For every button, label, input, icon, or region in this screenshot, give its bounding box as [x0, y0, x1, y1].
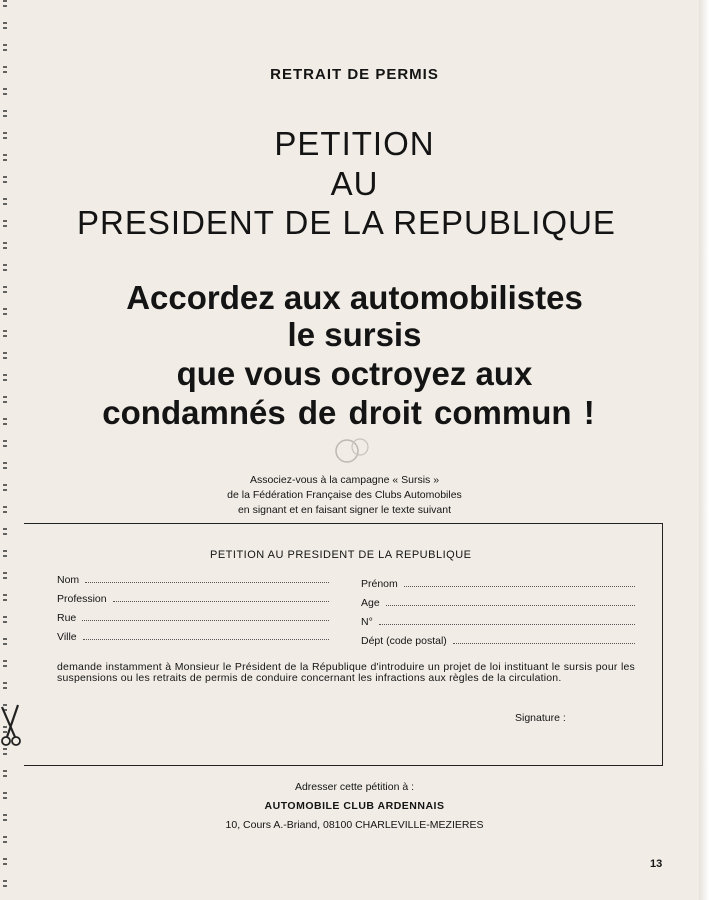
form-title: PETITION AU PRESIDENT DE LA REPUBLIQUE	[210, 549, 472, 561]
page-number: 13	[650, 858, 663, 870]
address-intro: Adresser cette pétition à :	[294, 781, 415, 793]
headline-line-2: le sursis	[287, 316, 422, 353]
headline-line-1: Accordez aux automobilistes	[126, 279, 583, 316]
address-street: 10, Cours A.-Briand, 08100 CHARLEVILLE-MEZIERES	[225, 819, 484, 831]
numero-label: N°	[361, 616, 373, 628]
ville-field[interactable]	[57, 631, 329, 643]
profession-label: Profession	[57, 593, 107, 605]
prenom-label: Prénom	[361, 578, 398, 590]
title-line-1: PETITION	[274, 125, 435, 162]
rue-label: Rue	[57, 612, 77, 624]
ville-label: Ville	[57, 631, 77, 643]
headline-line-4: condamnés de droit commun !	[102, 394, 595, 431]
address-org: AUTOMOBILE CLUB ARDENNAIS	[264, 800, 445, 812]
age-field[interactable]	[361, 597, 635, 609]
prenom-field[interactable]	[361, 578, 635, 590]
age-label: Age	[361, 597, 380, 609]
nom-field[interactable]	[57, 574, 329, 586]
intro-line-1: Associez-vous à la campagne « Sursis »	[249, 474, 440, 486]
dept-field[interactable]	[361, 635, 635, 647]
title-line-3: PRESIDENT DE LA REPUBLIQUE	[77, 204, 616, 241]
profession-field[interactable]	[57, 593, 329, 605]
numero-field[interactable]	[361, 616, 635, 628]
dept-label: Dépt (code postal)	[361, 635, 447, 647]
kicker: RETRAIT DE PERMIS	[270, 66, 439, 83]
rue-field[interactable]	[57, 612, 329, 624]
scissors-icon	[0, 703, 22, 749]
intro-line-2: de la Fédération Française des Clubs Automobiles	[227, 489, 462, 501]
headline-line-3: que vous octroyez aux	[176, 355, 533, 392]
title-line-2: AU	[330, 165, 379, 202]
intro-line-3: en signant et en faisant signer le texte suivant	[237, 504, 452, 516]
request-text: demande instamment à Monsieur le Président de la République d'introduire un projet de loi instituant le sursis pour les suspensions ou les retraits de permis de conduire concernant les infractions aux règles de la circulation.	[57, 661, 635, 684]
nom-label: Nom	[57, 574, 80, 586]
signature-label: Signature :	[515, 712, 566, 724]
watermark-logo	[333, 434, 373, 468]
